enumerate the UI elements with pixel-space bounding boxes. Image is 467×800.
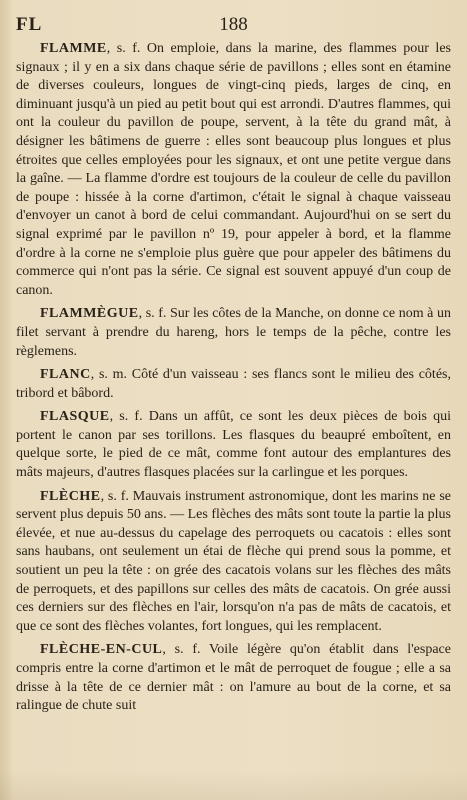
- entry-term: FLASQUE: [40, 409, 110, 425]
- page-number: 188: [219, 14, 248, 35]
- entry-text: , s. f. On emploie, dans la marine, des flammes pour les signaux ; il y en a six dans chaque série de pavillons ; elles sont en étamine de diverses couleurs, longues de vingt-cinq pieds, larges de cinq, en diminuant jusqu'à un pied au petit bout qui est arrondi. D'autres flammes, qui ont la couleur du pavillon de poupe, servent, à la tête du grand mât, à désigner les bâtimens de guerre : elles sont beaucoup plus longues et plus étroites que celles employées pour les signaux, et ont une petite vergue dans la gaîne. — La flamme d'ordre est toujours de la couleur de celle du pavillon de poupe : hissée à la corne d'artimon, c'était le signal à chaque vaisseau d'envoyer un canot à bord de celui commandant. Aujourd'hui on se sert du signal exprimé par le pavillon nº 19, pour appeler à bord, et la flamme d'ordre à la corne ne s'emploie plus guère que pour appeler des bâtimens du commerce qui n'ont pas la série. Ce signal est souvent appuyé d'un coup de canon.: [16, 41, 451, 298]
- entry-text: , s. f. Voile légère qu'on établit dans l'espace compris entre la corne d'artimon et le mât de perroquet de fougue ; elle a sa drisse à la tête de ce dernier mât : on l'amure au bout de la corne, et sa ralingue de chute suit: [16, 642, 451, 714]
- dictionary-entry-flamme: [16, 40, 451, 300]
- entry-term: FLANC: [40, 367, 91, 383]
- dictionary-entry-fleche: [16, 488, 451, 637]
- header-letters: FL: [16, 14, 43, 35]
- entry-text: , s. f. Sur les côtes de la Manche, on donne ce nom à un filet servant à prendre du hareng, hors le temps de la pêche, contre les règlemens.: [16, 306, 451, 359]
- entry-term: FLAMMÈGUE: [40, 306, 139, 322]
- entry-term: FLAMME: [40, 41, 107, 56]
- entry-text: , s. m. Côté d'un vaisseau : ses flancs sont le milieu des côtés, tribord et bâbord.: [16, 367, 451, 401]
- dictionary-entry-flanc: [16, 366, 451, 403]
- entry-text: , s. f. Mauvais instrument astronomique, dont les marins ne se servent plus depuis 50 ans. — Les flèches des mâts sont toute la partie la plus élevée, et nue au-dessus du capelage des perroquets ou cacatois : elles sont sans haubans, ont seulement un étai de flèche qui prend sous la pomme, et soutient un peu la tête : on grée des cacatois volans sur les flèches des mâts de perroquets, et des papillons sur celles des mâts de cacatois. On grée aussi ces derniers sur des flèches en l'air, lorsqu'on n'a pas de mâts de cacatois, et que ce sont des flèches volantes, fort longues, qui les remplacent.: [16, 488, 451, 634]
- dictionary-entry-flasque: [16, 408, 451, 482]
- entry-term: FLÈCHE-EN-CUL: [40, 642, 163, 658]
- entry-text: , s. f. Dans un affût, ce sont les deux pièces de bois qui portent le canon par ses torillons. Les flasques du beaupré emboîtent, en quelque sorte, le pied de ce mât, comme font autour des emplantures des mâts majeurs, d'autres flasques placées sur la carlingue et les porques.: [16, 409, 451, 481]
- entry-term: FLÈCHE: [40, 488, 101, 504]
- dictionary-entry-fleche-en-cul: [16, 641, 451, 715]
- running-header: [16, 14, 451, 40]
- dictionary-entry-flammegue: [16, 305, 451, 361]
- page-edge-shadow: [0, 770, 467, 800]
